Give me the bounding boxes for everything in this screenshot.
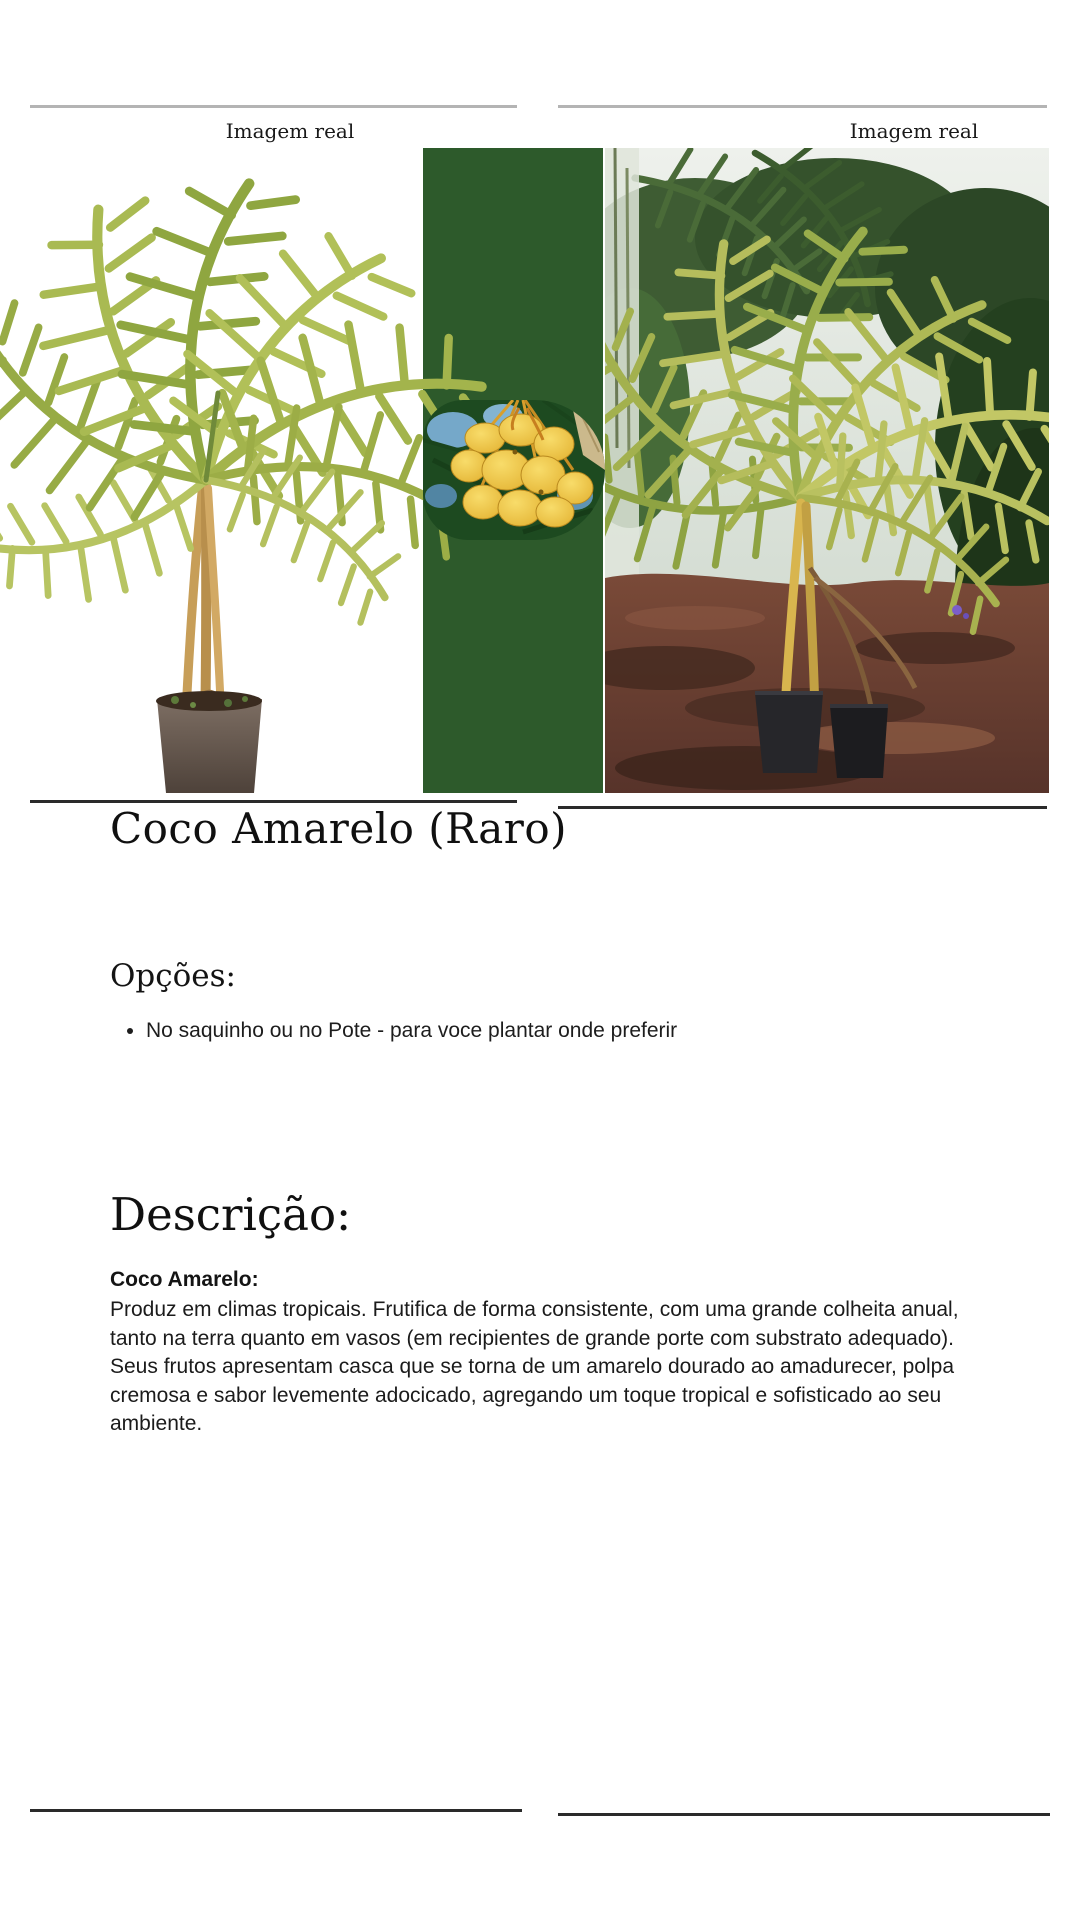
description-lead: Coco Amarelo: xyxy=(110,1268,259,1291)
product-title: Coco Amarelo (Raro) xyxy=(110,804,568,853)
description-heading: Descrição: xyxy=(110,1188,352,1241)
options-heading: Opções: xyxy=(110,958,236,994)
divider-top-left xyxy=(30,105,517,108)
soil-ground xyxy=(605,574,1049,793)
purple-flower xyxy=(952,605,962,615)
divider-mid-right xyxy=(558,806,1047,809)
purple-flower-small xyxy=(963,613,969,619)
divider-top-right xyxy=(558,105,1047,108)
photo-field-palm xyxy=(605,148,1049,793)
divider-bottom-left xyxy=(30,1809,522,1812)
imagem-real-label-left: Imagem real xyxy=(225,119,355,143)
plant-pot xyxy=(156,691,262,793)
divider-bottom-right xyxy=(558,1813,1050,1816)
divider-mid-left xyxy=(30,800,517,803)
option-item: • No saquinho ou no Pote - para voce plantar onde preferir xyxy=(146,1016,677,1046)
description-body: Produz em climas tropicais. Frutifica de forma consistente, com uma grande colheita anual, tanto na terra quanto em vasos (em recipientes de grande porte com substrato adequado). Seus frutos apresentam casca que se torna de um amarelo dourado ao amadurecer, polpa cremosa e sabor levemente adocicado, agregando um toque tropical e sofisticado ao seu ambiente. xyxy=(110,1298,959,1435)
imagem-real-label-right: Imagem real xyxy=(849,119,979,143)
coconut-inset-photo xyxy=(423,400,605,540)
palm-fronds xyxy=(0,160,495,634)
options-list xyxy=(110,1016,677,1046)
